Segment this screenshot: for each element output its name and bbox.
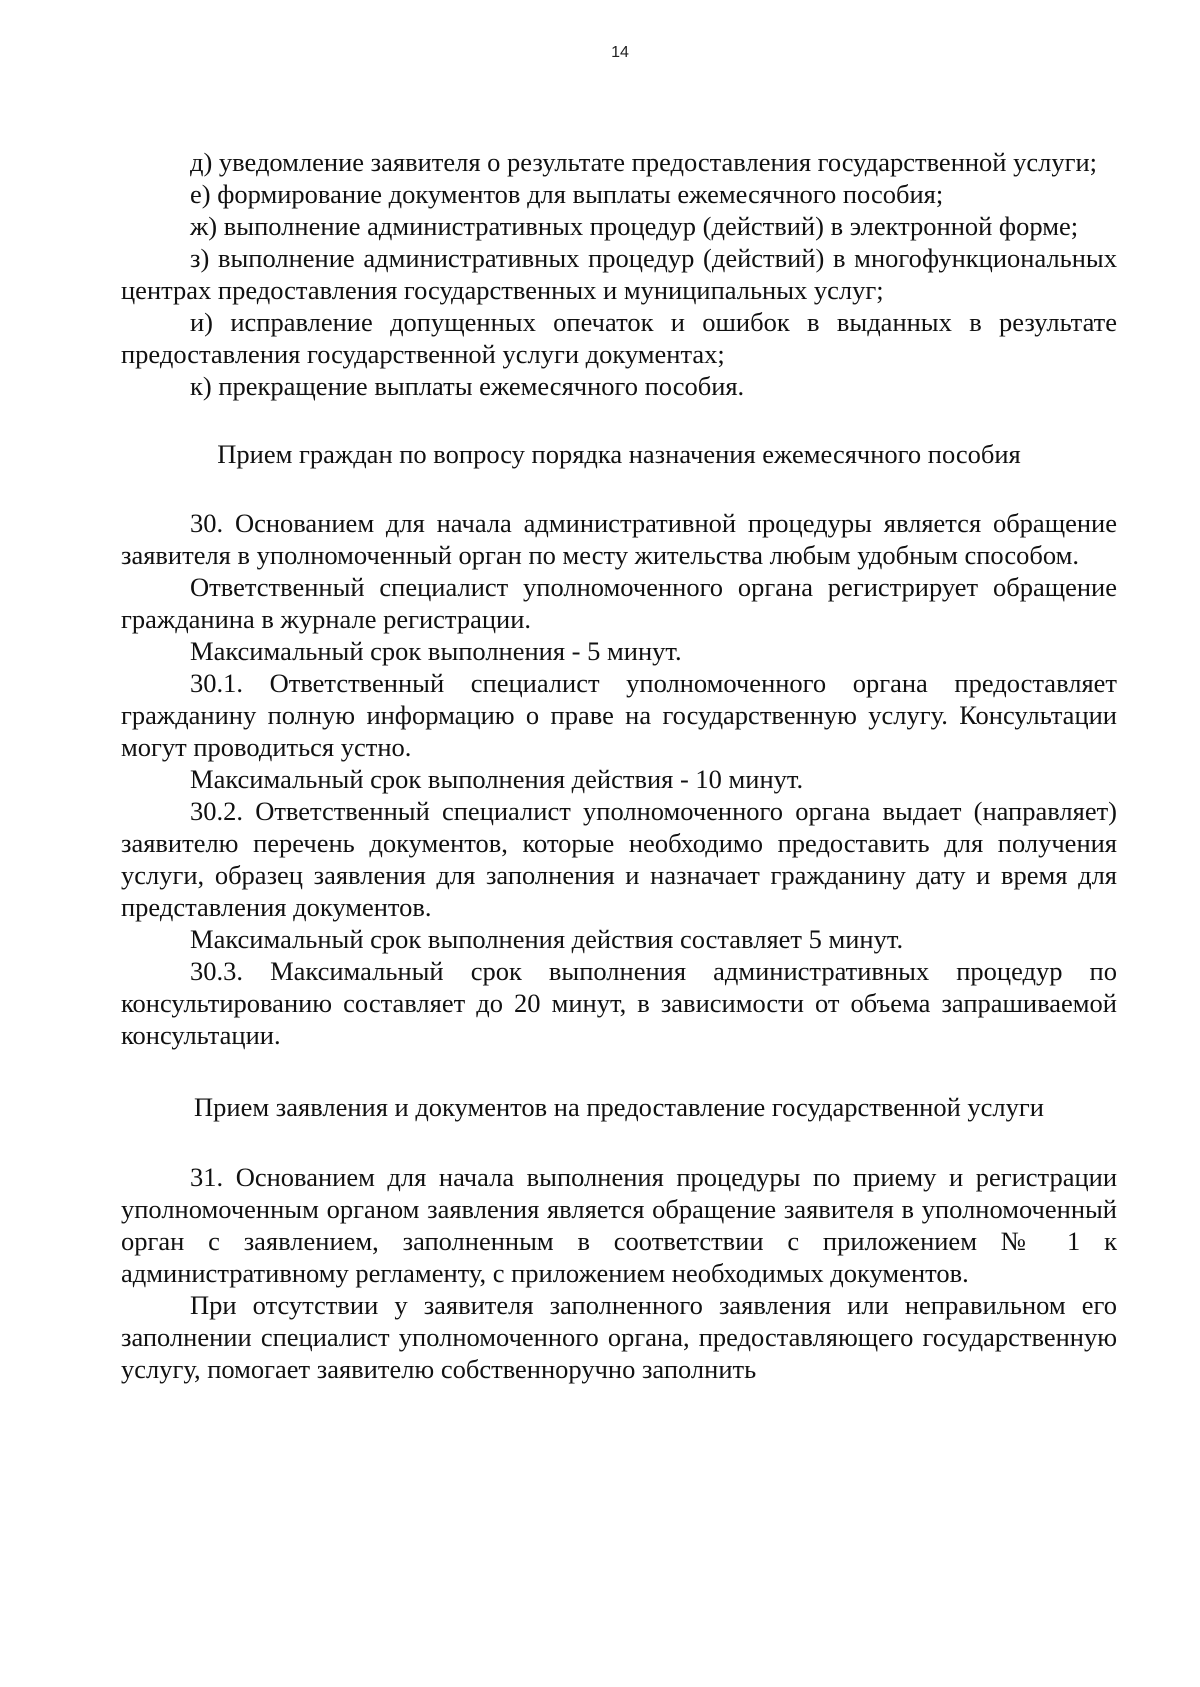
section-body xyxy=(121,507,1117,1051)
paragraph: При отсутствии у заявителя заполненного заявления или неправильном его заполнении специалист уполномоченного органа, предоставляющего государственную услугу, помогает заявителю собственноручно заполнить xyxy=(121,1290,1117,1384)
document-body xyxy=(121,146,1117,1385)
paragraph: 31. Основанием для начала выполнения процедуры по приему и регистрации уполномоченным органом заявления является обращение заявителя в уполномоченный орган с заявлением, заполненным в соответствии с приложением № 1 к административному регламенту, с приложением необходимых документов. xyxy=(121,1162,1117,1288)
list-item: д) уведомление заявителя о результате предоставления государственной услуги; xyxy=(190,147,1098,177)
list-item: и) исправление допущенных опечаток и ошибок в выданных в результате предоставления государственной услуги документах; xyxy=(121,307,1117,369)
page-number: 14 xyxy=(611,44,629,61)
paragraph: 30.3. Максимальный срок выполнения административных процедур по консультированию составляет до 20 минут, в зависимости от объема запрашиваемой консультации. xyxy=(121,956,1117,1050)
paragraph: Максимальный срок выполнения - 5 минут. xyxy=(190,636,682,666)
list-item: з) выполнение административных процедур (действий) в многофункциональных центрах предоставления государственных и муниципальных услуг; xyxy=(121,243,1117,305)
section-heading: Прием граждан по вопросу порядка назначения ежемесячного пособия xyxy=(217,439,1021,469)
list-item: ж) выполнение административных процедур (действий) в электронной форме; xyxy=(190,211,1079,241)
paragraph: Ответственный специалист уполномоченного органа регистрирует обращение гражданина в журнале регистрации. xyxy=(121,572,1117,634)
paragraph: 30.2. Ответственный специалист уполномоченного органа выдает (направляет) заявителю перечень документов, которые необходимо предоставить для получения услуги, образец заявления для заполнения и назначает гражданину дату и время для представления документов. xyxy=(121,796,1117,922)
list-item: е) формирование документов для выплаты ежемесячного пособия; xyxy=(190,179,944,209)
paragraph: 30. Основанием для начала административной процедуры является обращение заявителя в уполномоченный орган по месту жительства любым удобным способом. xyxy=(121,508,1117,570)
paragraph: 30.1. Ответственный специалист уполномоченного органа предоставляет гражданину полную информацию о праве на государственную услугу. Консультации могут проводиться устно. xyxy=(121,668,1117,762)
section-heading: Прием заявления и документов на предоставление государственной услуги xyxy=(194,1092,1044,1122)
list-item: к) прекращение выплаты ежемесячного пособия. xyxy=(190,371,745,401)
procedure-list xyxy=(121,146,1117,402)
paragraph: Максимальный срок выполнения действия составляет 5 минут. xyxy=(190,924,904,954)
paragraph: Максимальный срок выполнения действия - 10 минут. xyxy=(190,764,804,794)
section-body xyxy=(121,1161,1117,1385)
